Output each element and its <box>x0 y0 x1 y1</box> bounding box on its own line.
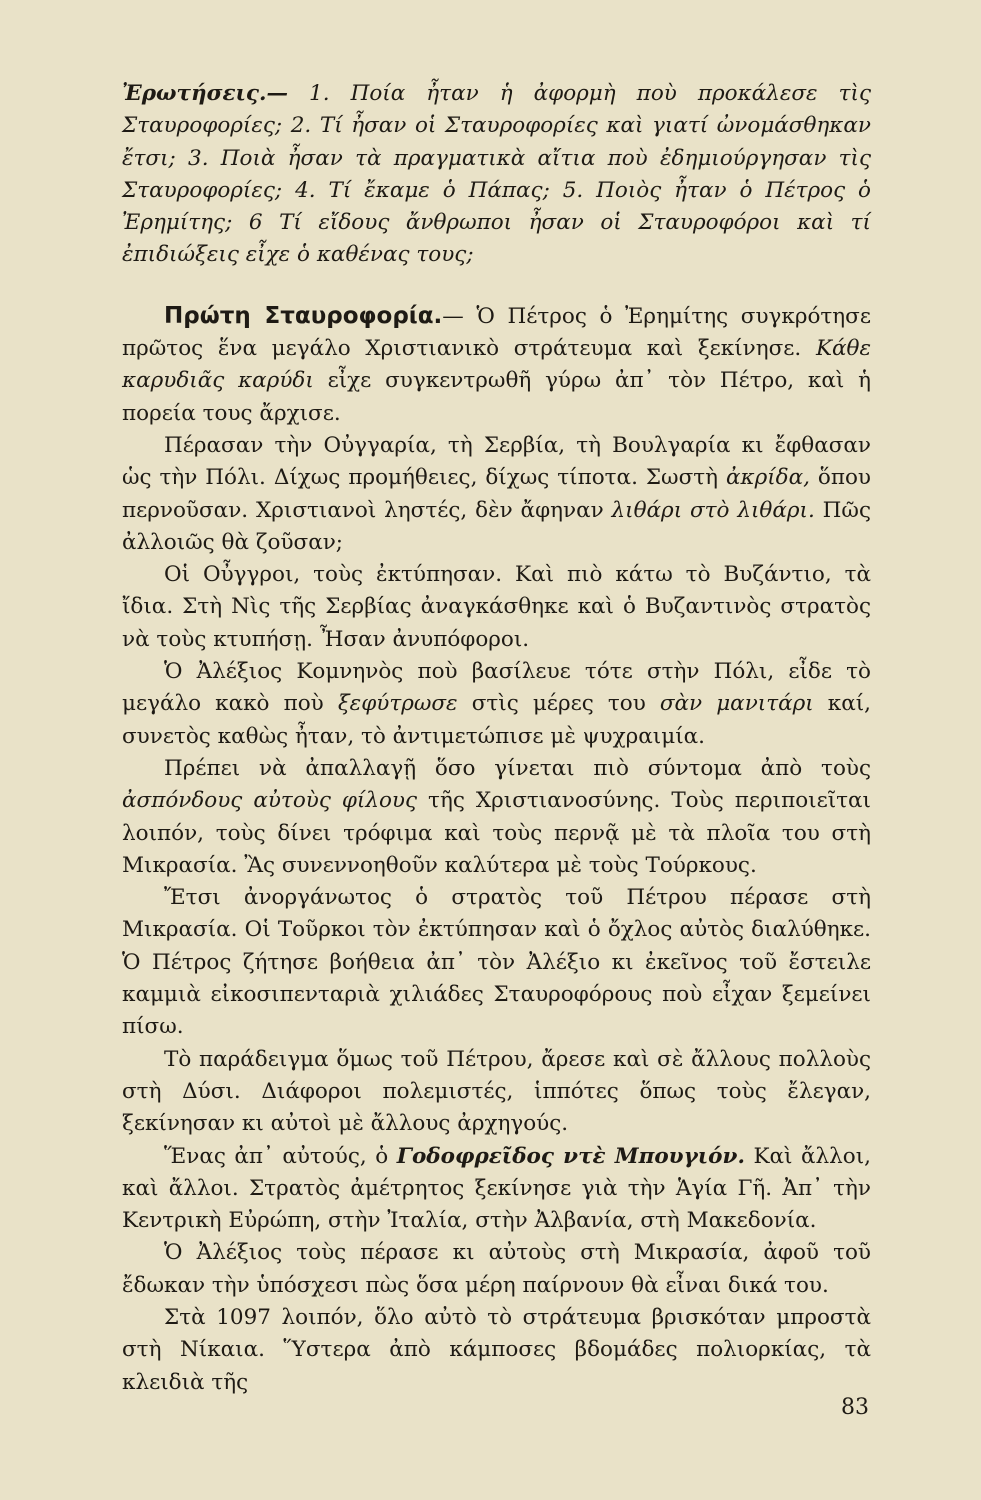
questions-text: 1. Ποία ἦταν ἡ ἀφορμὴ ποὺ προκάλεσε τὶς Σταυροφορίες; 2. Τί ἦσαν οἱ Σταυροφορίες καὶ γιατί ὠνομάσθηκαν ἔτσι; 3. Ποιὰ ἦσαν τὰ πραγματικὰ αἴτια ποὺ ἐδημιούργησαν τὶς Σταυροφορίες; 4. Τί ἔκαμε ὁ Πάπας; 5. Ποιὸς ἦταν ὁ Πέτρος ὁ Ἐρημίτης; 6 Τί εἴδους ἄνθρωποι ἦσαν οἱ Σταυροφόροι καὶ τί ἐπιδιώξεις εἶχε ὁ καθένας τους; <box>122 81 871 268</box>
review-questions <box>122 78 871 272</box>
section-heading: Πρώτη Σταυροφορία. <box>164 302 443 329</box>
paragraph-6: Ἔτσι ἀνοργάνωτος ὁ στρατὸς τοῦ Πέτρου πέρασε στὴ Μικρασία. Οἱ Τοῦρκοι τὸν ἐκτύπησαν καὶ ὁ ὄχλος αὐτὸς διαλύθηκε. Ὁ Πέτρος ζήτησε βοήθεια ἀπ᾽ τὸν Ἀλέξιο κι ἐκεῖνος τοῦ ἔστειλε καμμιὰ εἰκοσιπενταριὰ χιλιάδες Σταυροφόρους ποὺ εἶχαν ξεμείνει πίσω. <box>122 885 871 1040</box>
questions-label: Ἐρωτήσεις.— <box>122 81 288 106</box>
paragraph-2: Πέρασαν τὴν Οὐγγαρία, τὴ Σερβία, τὴ Βουλγαρία κι ἔφθασαν ὡς τὴν Πόλι. Δίχως προμήθειες, δίχως τίποτα. Σωστὴ ἀκρίδα, ὅπου περνοῦσαν. Χριστιανοὶ ληστές, δὲν ἄφηναν λιθάρι στὸ λιθάρι. Πῶς ἀλλοιῶς θὰ ζοῦσαν; <box>122 432 871 555</box>
paragraph-9: Ὁ Ἀλέξιος τοὺς πέρασε κι αὐτοὺς στὴ Μικρασία, ἀφοῦ τοῦ ἔδωκαν τὴν ὑπόσχεσι πὼς ὅσα μέρη παίρνουν θὰ εἶναι δικά του. <box>122 1240 871 1298</box>
paragraph-first-crusade: Πρώτη Σταυροφορία.— Ὁ Πέτρος ὁ Ἐρημίτης συγκρότησε πρῶτος ἕνα μεγάλο Χριστιανικὸ στράτευμα καὶ ξεκίνησε. Κάθε καρυδιᾶς καρύδι εἶχε συγκεντρωθῆ γύρω ἀπ᾽ τὸν Πέτρο, καὶ ἡ πορεία τους ἄρχισε. <box>122 302 871 426</box>
page-number: 83 <box>841 1395 869 1420</box>
paragraph-7: Τὸ παράδειγμα ὅμως τοῦ Πέτρου, ἄρεσε καὶ σὲ ἄλλους πολλοὺς στὴ Δύσι. Διάφοροι πολεμιστές, ἱππότες ὅπως τοὺς ἔλεγαν, ξεκίνησαν κι αὐτοὶ μὲ ἄλλους ἀρχηγούς. <box>122 1046 871 1137</box>
paragraph-3: Οἱ Οὖγγροι, τοὺς ἐκτύπησαν. Καὶ πιὸ κάτω τὸ Βυζάντιο, τὰ ἴδια. Στὴ Νὶς τῆς Σερβίας ἀναγκάσθηκε καὶ ὁ Βυζαντινὸς στρατὸς νὰ τοὺς κτυπήσῃ. Ἦσαν ἀνυπόφοροι. <box>122 562 871 652</box>
paragraph-4: Ὁ Ἀλέξιος Κομνηνὸς ποὺ βασίλευε τότε στὴν Πόλι, εἶδε τὸ μεγάλο κακὸ ποὺ ξεφύτρωσε στὶς μέρες του σὰν μανιτάρι καί, συνετὸς καθὼς ἦταν, τὸ ἀντιμετώπισε μὲ ψυχραιμία. <box>122 659 872 749</box>
paragraph-10: Στὰ 1097 λοιπόν, ὅλο αὐτὸ τὸ στράτευμα βρισκόταν μπροστὰ στὴ Νίκαια. Ὕστερα ἀπὸ κάμποσες βδομάδες πολιορκίας, τὰ κλειδιὰ τῆς <box>122 1304 871 1395</box>
paragraph-5: Πρέπει νὰ ἀπαλλαγῇ ὅσο γίνεται πιὸ σύντομα ἀπὸ τοὺς ἀσπόνδους αὐτοὺς φίλους τῆς Χριστιανοσύνης. Τοὺς περιποιεῖται λοιπόν, τοὺς δίνει τρόφιμα καὶ τοὺς περνᾷ μὲ τὰ πλοῖα του στὴ Μικρασία. Ἂς συνεννοηθοῦν καλύτερα μὲ τοὺς Τούρκους. <box>122 755 871 878</box>
paragraph-8: Ἕνας ἀπ᾽ αὐτούς, ὁ Γοδοφρεῖδος ντὲ Μπουγιόν. Καὶ ἄλλοι, καὶ ἄλλοι. Στρατὸς ἀμέτρητος ξεκίνησε γιὰ τὴν Ἁγία Γῆ. Ἀπ᾽ τὴν Κεντρικὴ Εὐρώπη, στὴν Ἰταλία, στὴν Ἀλβανία, στὴ Μακεδονία. <box>122 1143 871 1234</box>
